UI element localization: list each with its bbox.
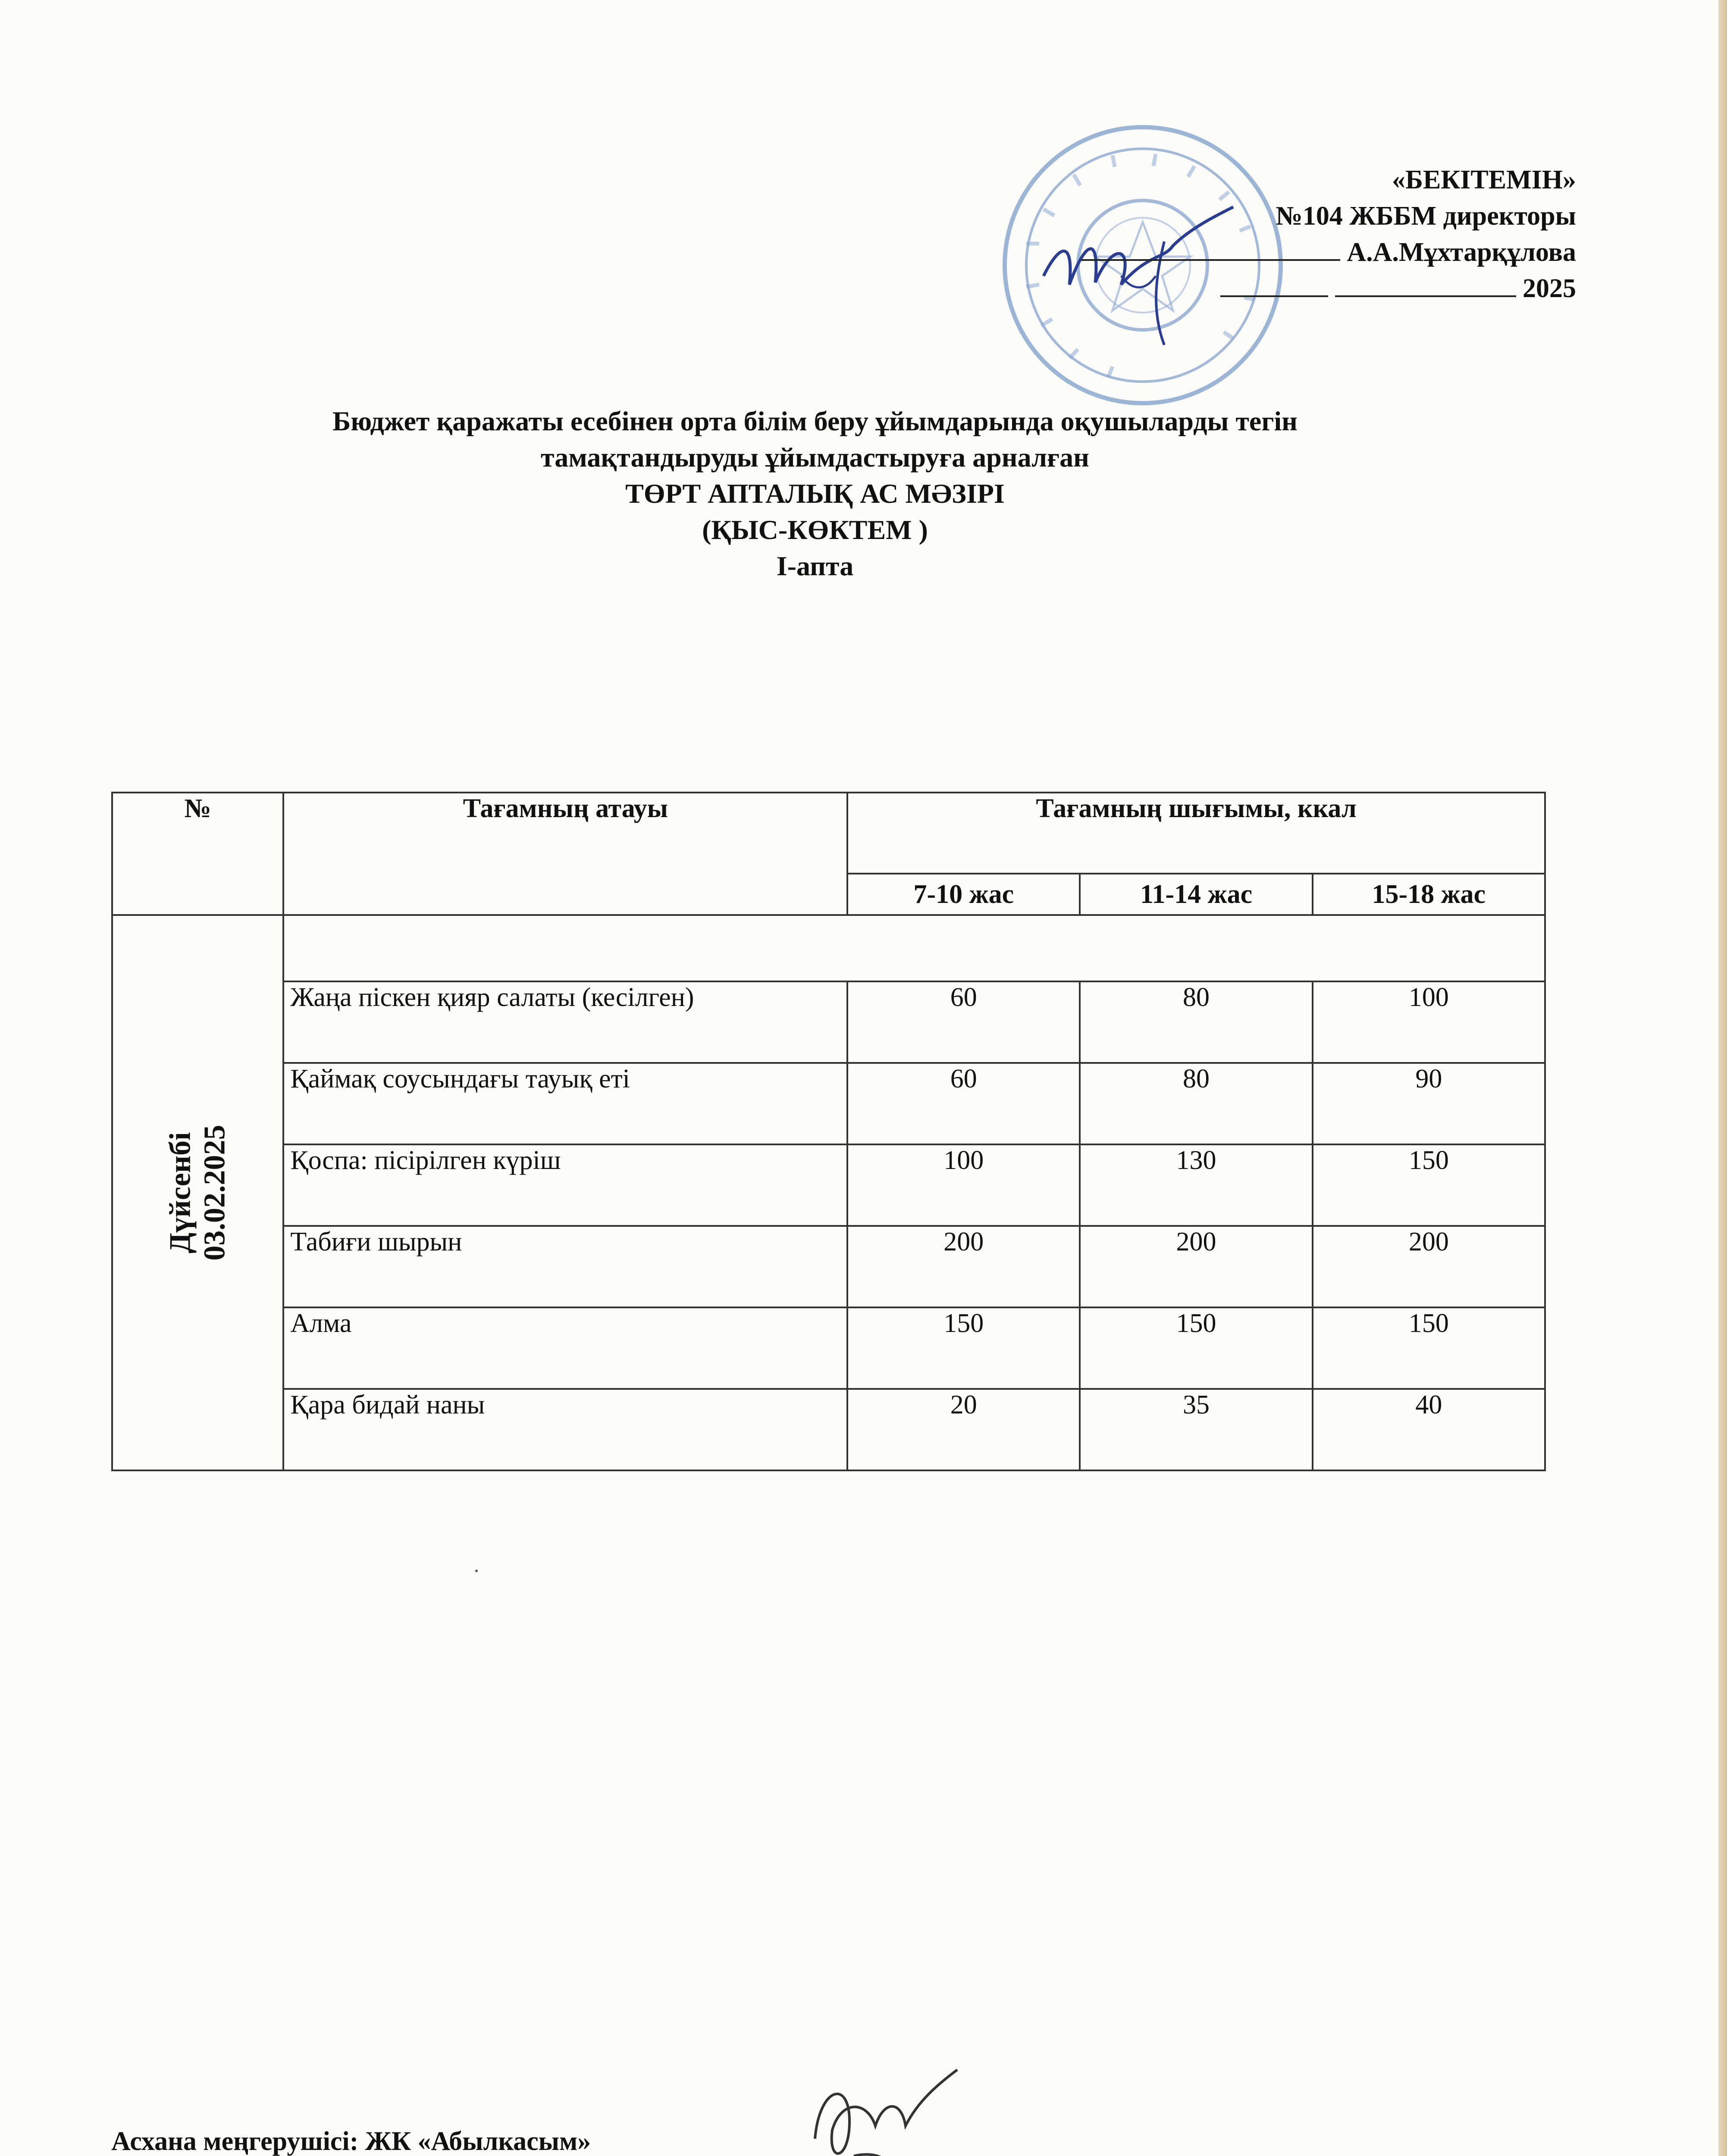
dish-name: Қоспа: пісірілген күріш (283, 1144, 847, 1226)
dish-name: Қара бидай наны (283, 1389, 847, 1470)
kcal-7-10: 60 (847, 981, 1080, 1063)
ink-dot (475, 1570, 478, 1572)
kcal-15-18: 100 (1313, 981, 1545, 1063)
kcal-11-14: 80 (1080, 981, 1312, 1063)
spacer-cell (283, 915, 1545, 981)
header-age-3: 15-18 жас (1313, 874, 1545, 915)
title-line-1: Бюджет қаражаты есебінен орта білім беру ұйымдарында оқушыларды тегін (332, 406, 1298, 436)
kcal-15-18: 150 (1313, 1144, 1545, 1226)
canteen-signature (802, 2053, 966, 2156)
table-header-row (112, 793, 1545, 874)
document-title (190, 403, 1440, 584)
signature-line (1081, 259, 1340, 261)
dish-name: Жаңа піскен қияр салаты (кесілген) (283, 981, 847, 1063)
kcal-11-14: 80 (1080, 1063, 1312, 1144)
table-row (112, 1307, 1545, 1389)
kcal-15-18: 150 (1313, 1307, 1545, 1389)
header-age-1: 7-10 жас (847, 874, 1080, 915)
kcal-15-18: 40 (1313, 1389, 1545, 1470)
approval-position: №104 ЖББМ директоры (1276, 201, 1576, 231)
day-cell (112, 915, 283, 1470)
header-age-2: 11-14 жас (1080, 874, 1312, 915)
title-line-2: тамақтандыруды ұйымдастыруға арналған (540, 442, 1090, 473)
approval-name: А.А.Мұхтарқұлова (1347, 238, 1576, 267)
day-date: 03.02.2025 (198, 1125, 232, 1261)
canteen-manager-label: Асхана меңгерушісі: ЖК «Абылкасым» (111, 2127, 591, 2156)
kcal-11-14: 35 (1080, 1389, 1312, 1470)
kcal-7-10: 20 (847, 1389, 1080, 1470)
table-row (112, 981, 1545, 1063)
kcal-7-10: 100 (847, 1144, 1080, 1226)
date-line-month (1335, 295, 1516, 297)
kcal-7-10: 200 (847, 1226, 1080, 1307)
approval-block (1081, 162, 1576, 307)
table-row (112, 1389, 1545, 1470)
approval-year: 2025 (1523, 274, 1576, 303)
kcal-11-14: 200 (1080, 1226, 1312, 1307)
table-row (112, 1144, 1545, 1226)
table-row (112, 1063, 1545, 1144)
kcal-7-10: 150 (847, 1307, 1080, 1389)
table-row-spacer (112, 915, 1545, 981)
page-edge-right (1718, 0, 1727, 2156)
kcal-11-14: 130 (1080, 1144, 1312, 1226)
header-number: № (112, 793, 283, 915)
date-line-day (1220, 295, 1328, 297)
signatures-footer (111, 2122, 591, 2156)
day-name: Дүйсенбі (163, 1132, 197, 1253)
menu-table (111, 792, 1546, 1471)
kcal-15-18: 200 (1313, 1226, 1545, 1307)
kcal-11-14: 150 (1080, 1307, 1312, 1389)
title-line-4: (ҚЫС-КӨКТЕМ ) (702, 514, 928, 545)
title-line-5: І-апта (776, 551, 854, 581)
header-kcal: Тағамның шығымы, ккал (847, 793, 1545, 874)
dish-name: Алма (283, 1307, 847, 1389)
approval-heading: «БЕКІТЕМІН» (1392, 165, 1576, 194)
dish-name: Табиғи шырын (283, 1226, 847, 1307)
kcal-15-18: 90 (1313, 1063, 1545, 1144)
title-line-3: ТӨРТ АПТАЛЫҚ АС МӘЗІРІ (625, 478, 1005, 509)
kcal-7-10: 60 (847, 1063, 1080, 1144)
dish-name: Қаймақ соусындағы тауық еті (283, 1063, 847, 1144)
header-dish-name: Тағамның атауы (283, 793, 847, 915)
table-row (112, 1226, 1545, 1307)
